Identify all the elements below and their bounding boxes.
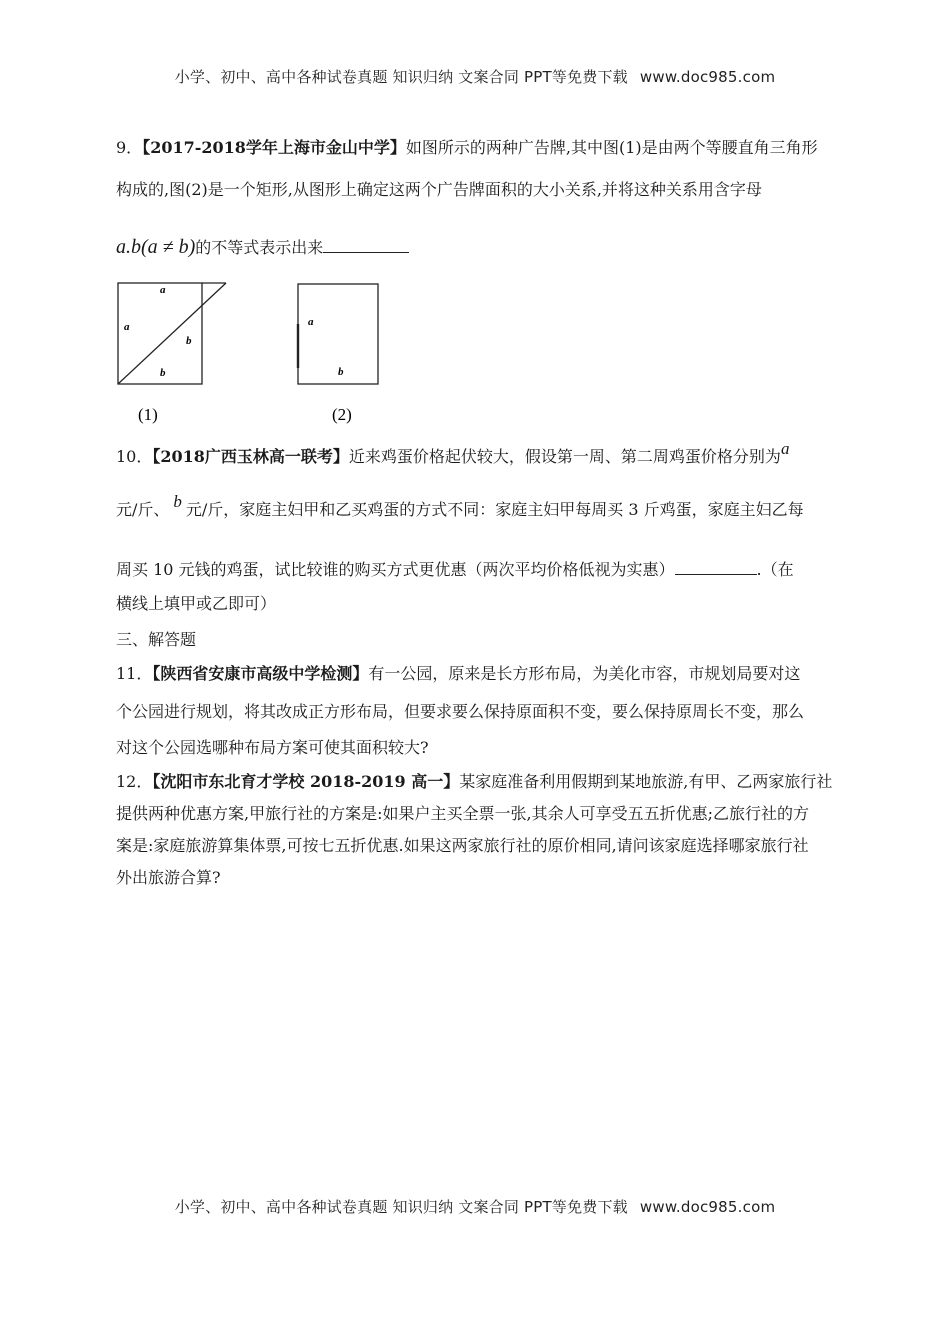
footer-text: 小学、初中、高中各种试卷真题 知识归纳 文案合同 PPT等免费下载	[174, 1198, 628, 1216]
q10-text3: 周买 10 元钱的鸡蛋，试比较谁的购买方式更优惠（两次平均价格低视为实惠）	[116, 560, 675, 579]
fig2-label-a: a	[308, 316, 314, 328]
q10-text3-end: .（在	[756, 560, 794, 579]
q12-text1: 某家庭准备利用假期到某地旅游,有甲、乙两家旅行社	[459, 772, 833, 791]
q12-number: 12．	[116, 772, 153, 791]
q12-line1	[116, 772, 832, 792]
q10-text2: 元/斤，家庭主妇甲和乙买鸡蛋的方式不同：家庭主妇甲每周买 3 斤鸡蛋，家庭主妇乙每	[185, 500, 804, 519]
q10-unit1: 元/斤、	[116, 500, 170, 519]
fig1-label-b-bottom: b	[160, 367, 166, 379]
figure-2	[290, 278, 390, 428]
fig2-caption: (2)	[332, 405, 352, 424]
q9-answer-blank[interactable]	[323, 236, 409, 253]
q12-source: 【沈阳市东北育才学校 2018-2019 高一】	[152, 772, 460, 791]
q11-number: 11．	[116, 664, 153, 683]
q10-var-b: b	[173, 492, 182, 511]
q9-text3: 的不等式表示出来	[195, 238, 324, 257]
q11-text1: 有一公园，原来是长方形布局，为美化市容，市规划局要对这	[368, 664, 801, 683]
q11-source: 【陕西省安康市高级中学检测】	[152, 664, 369, 683]
q10-var-a: a	[780, 439, 790, 458]
fig1-label-a-top: a	[160, 284, 166, 296]
q10-text1: 近来鸡蛋价格起伏较大，假设第一周、第二周鸡蛋价格分别为	[348, 447, 781, 466]
q10-line3	[116, 558, 794, 580]
q9-source: 【2017-2018学年上海市金山中学】	[142, 138, 406, 157]
q10-line1	[116, 439, 790, 467]
q12-line2: 提供两种优惠方案,甲旅行社的方案是:如果户主买全票一张,其余人可享受五五折优惠;乙旅行社的方	[116, 804, 809, 823]
q10-answer-blank[interactable]	[675, 558, 757, 575]
q10-line2	[116, 492, 804, 520]
section3-title: 三、解答题	[116, 630, 197, 649]
q11-line1	[116, 664, 800, 684]
footer-site: www.doc985.com	[639, 1198, 776, 1216]
q9-math: a.b(a ≠ b)	[116, 236, 196, 258]
fig1-diagonal	[118, 283, 226, 384]
figure-1	[110, 278, 232, 428]
page-header	[0, 66, 950, 87]
q12-line3: 案是:家庭旅游算集体票,可按七五折优惠.如果这两家旅行社的原价相同,请问该家庭选择哪家旅行社	[116, 836, 809, 855]
q9-number: 9．	[116, 138, 143, 157]
header-text: 小学、初中、高中各种试卷真题 知识归纳 文案合同 PPT等免费下载	[174, 68, 628, 86]
fig2-label-b: b	[338, 366, 344, 378]
q10-number: 10．	[116, 447, 153, 466]
page-footer	[0, 1196, 950, 1217]
fig1-label-b-right: b	[186, 335, 192, 347]
q10-source: 【2018广西玉林高一联考】	[152, 447, 349, 466]
q9-line1	[116, 138, 818, 158]
q11-line2: 个公园进行规划，将其改成正方形布局，但要求要么保持原面积不变，要么保持原周长不变，那么	[116, 702, 805, 721]
fig1-label-a-left: a	[124, 321, 130, 333]
header-site: www.doc985.com	[639, 68, 776, 86]
q12-line4: 外出旅游合算?	[116, 868, 221, 887]
q9-text1: 如图所示的两种广告牌,其中图(1)是由两个等腰直角三角形	[405, 138, 818, 157]
q10-line4: 横线上填甲或乙即可）	[116, 594, 277, 613]
q11-line3: 对这个公园选哪种布局方案可使其面积较大?	[116, 738, 429, 757]
q9-line3	[116, 236, 409, 258]
q9-line2: 构成的,图(2)是一个矩形,从图形上确定这两个广告牌面积的大小关系,并将这种关系用含字母	[116, 180, 762, 199]
fig1-caption: (1)	[138, 405, 158, 424]
